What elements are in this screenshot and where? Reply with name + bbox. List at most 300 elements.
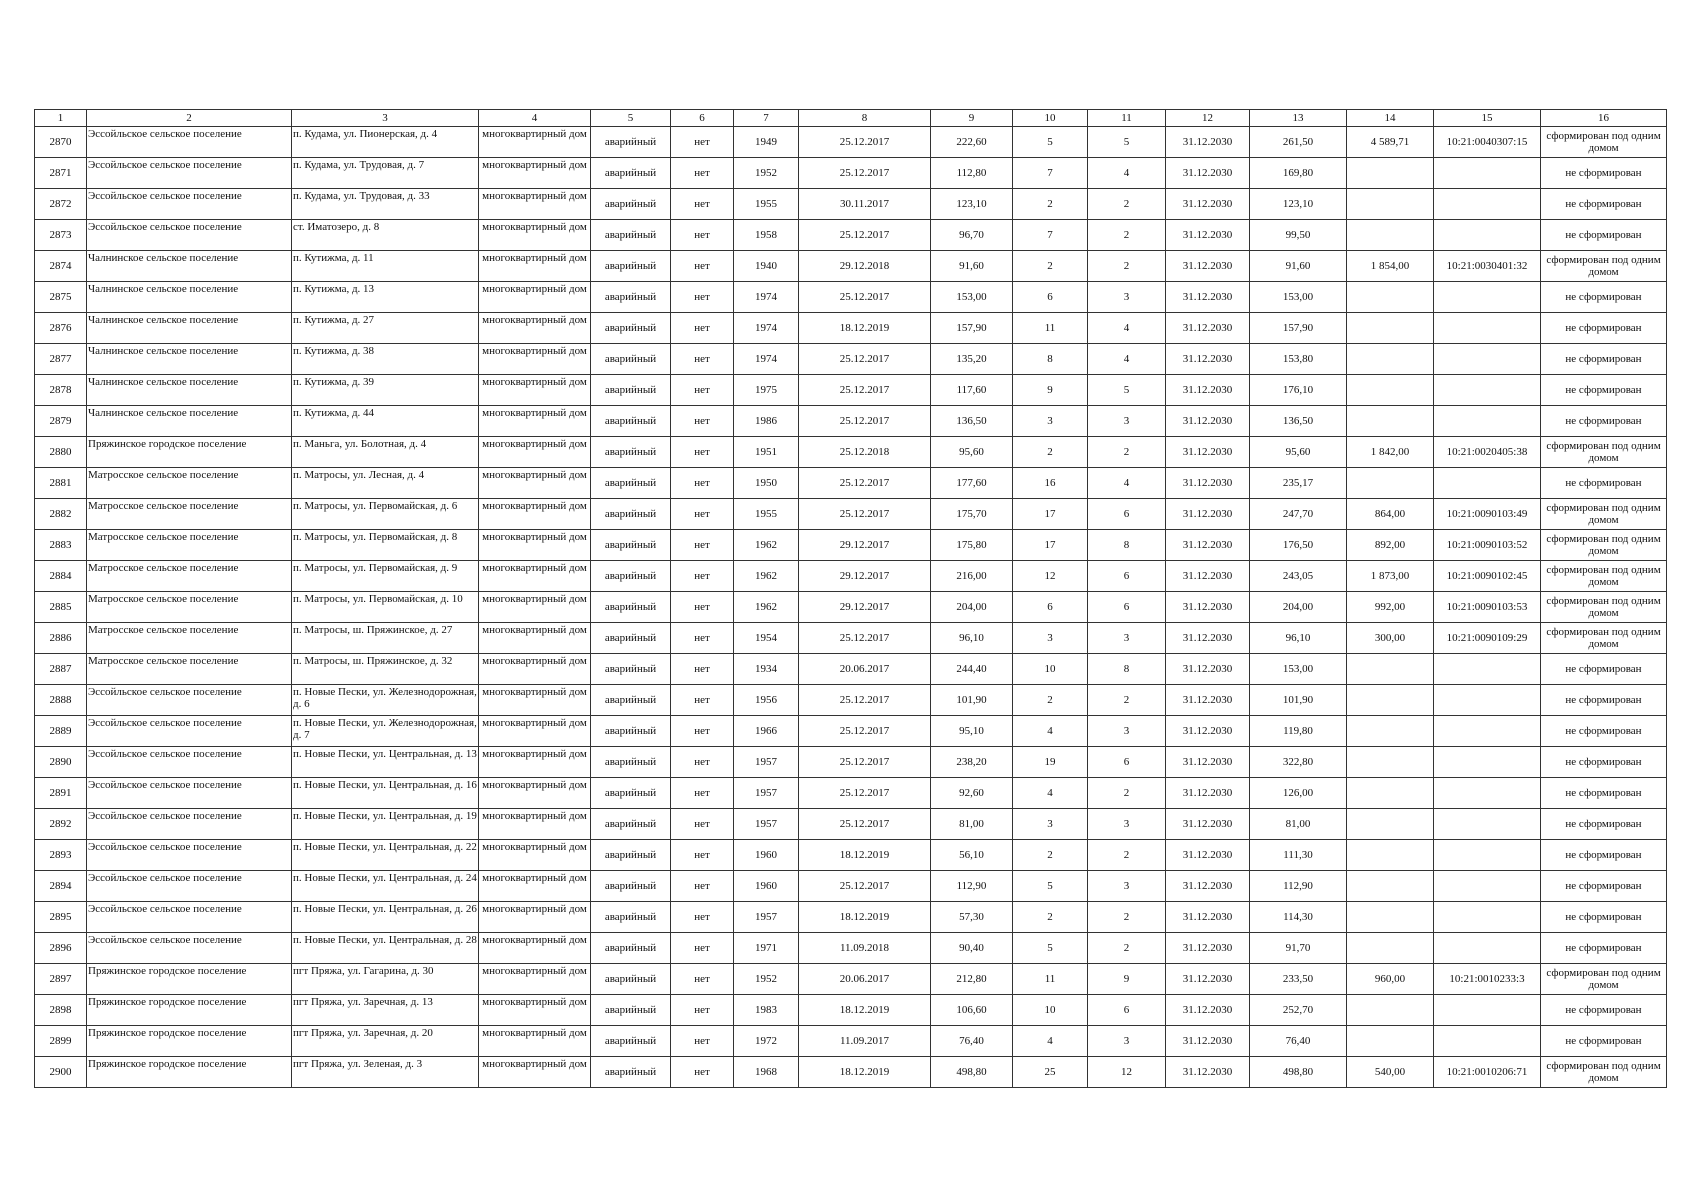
address-cell: п. Кутижма, д. 39 [292, 375, 479, 406]
settlement-cell: Эссойльское сельское поселение [87, 902, 292, 933]
land-status-cell: не сформирован [1541, 375, 1667, 406]
relocation-flag-cell: нет [671, 189, 734, 220]
total-area-cell: 176,50 [1250, 530, 1347, 561]
cadastral-number-cell: 10:21:0030401:32 [1434, 251, 1541, 282]
table-row [35, 840, 1667, 871]
condition-cell: аварийный [591, 623, 671, 654]
relocation-flag-cell: нет [671, 840, 734, 871]
row-number-cell: 2894 [35, 871, 87, 902]
total-area-cell: 99,50 [1250, 220, 1347, 251]
condition-cell: аварийный [591, 313, 671, 344]
recognition-date-cell: 25.12.2017 [799, 871, 931, 902]
recognition-date-cell: 25.12.2017 [799, 499, 931, 530]
housing-register-table [34, 109, 1667, 1088]
residents-cell: 3 [1013, 406, 1088, 437]
building-type-cell: многоквартирный дом [479, 1026, 591, 1057]
relocation-flag-cell: нет [671, 902, 734, 933]
settlement-cell: Эссойльское сельское поселение [87, 933, 292, 964]
row-number-cell: 2881 [35, 468, 87, 499]
table-row [35, 654, 1667, 685]
planned-date-cell: 31.12.2030 [1166, 220, 1250, 251]
cadastral-number-cell [1434, 344, 1541, 375]
land-status-cell: не сформирован [1541, 778, 1667, 809]
land-area-cell: 1 873,00 [1347, 561, 1434, 592]
settlement-cell: Матросское сельское поселение [87, 623, 292, 654]
year-built-cell: 1960 [734, 871, 799, 902]
recognition-date-cell: 25.12.2017 [799, 778, 931, 809]
building-type-cell: многоквартирный дом [479, 189, 591, 220]
land-area-cell [1347, 220, 1434, 251]
area-cell: 101,90 [931, 685, 1013, 716]
cadastral-number-cell: 10:21:0010233:3 [1434, 964, 1541, 995]
year-built-cell: 1972 [734, 1026, 799, 1057]
row-number-cell: 2900 [35, 1057, 87, 1088]
building-type-cell: многоквартирный дом [479, 530, 591, 561]
address-cell: п. Кутижма, д. 44 [292, 406, 479, 437]
land-status-cell: сформирован под одним домом [1541, 251, 1667, 282]
relocation-flag-cell: нет [671, 158, 734, 189]
total-area-cell: 153,00 [1250, 282, 1347, 313]
table-row [35, 716, 1667, 747]
cadastral-number-cell: 10:21:0090109:29 [1434, 623, 1541, 654]
relocation-flag-cell: нет [671, 716, 734, 747]
land-area-cell: 4 589,71 [1347, 127, 1434, 158]
cadastral-number-cell: 10:21:0010206:71 [1434, 1057, 1541, 1088]
year-built-cell: 1960 [734, 840, 799, 871]
relocation-flag-cell: нет [671, 1026, 734, 1057]
relocation-flag-cell: нет [671, 1057, 734, 1088]
land-status-cell: не сформирован [1541, 654, 1667, 685]
dwellings-cell: 4 [1088, 158, 1166, 189]
condition-cell: аварийный [591, 282, 671, 313]
residents-cell: 11 [1013, 313, 1088, 344]
building-type-cell: многоквартирный дом [479, 654, 591, 685]
area-cell: 57,30 [931, 902, 1013, 933]
address-cell: п. Матросы, ул. Первомайская, д. 8 [292, 530, 479, 561]
settlement-cell: Матросское сельское поселение [87, 468, 292, 499]
row-number-cell: 2879 [35, 406, 87, 437]
planned-date-cell: 31.12.2030 [1166, 995, 1250, 1026]
condition-cell: аварийный [591, 189, 671, 220]
table-row [35, 530, 1667, 561]
total-area-cell: 153,00 [1250, 654, 1347, 685]
settlement-cell: Эссойльское сельское поселение [87, 871, 292, 902]
condition-cell: аварийный [591, 933, 671, 964]
building-type-cell: многоквартирный дом [479, 747, 591, 778]
planned-date-cell: 31.12.2030 [1166, 468, 1250, 499]
land-status-cell: сформирован под одним домом [1541, 499, 1667, 530]
recognition-date-cell: 18.12.2019 [799, 995, 931, 1026]
area-cell: 92,60 [931, 778, 1013, 809]
row-number-cell: 2871 [35, 158, 87, 189]
land-status-cell: не сформирован [1541, 282, 1667, 313]
settlement-cell: Эссойльское сельское поселение [87, 158, 292, 189]
condition-cell: аварийный [591, 437, 671, 468]
building-type-cell: многоквартирный дом [479, 995, 591, 1026]
land-area-cell: 540,00 [1347, 1057, 1434, 1088]
address-cell: п. Маньга, ул. Болотная, д. 4 [292, 437, 479, 468]
row-number-cell: 2876 [35, 313, 87, 344]
total-area-cell: 126,00 [1250, 778, 1347, 809]
total-area-cell: 112,90 [1250, 871, 1347, 902]
area-cell: 175,80 [931, 530, 1013, 561]
year-built-cell: 1949 [734, 127, 799, 158]
relocation-flag-cell: нет [671, 499, 734, 530]
condition-cell: аварийный [591, 871, 671, 902]
address-cell: п. Матросы, ул. Лесная, д. 4 [292, 468, 479, 499]
relocation-flag-cell: нет [671, 375, 734, 406]
building-type-cell: многоквартирный дом [479, 220, 591, 251]
building-type-cell: многоквартирный дом [479, 499, 591, 530]
land-status-cell: не сформирован [1541, 747, 1667, 778]
column-header-7: 7 [734, 110, 799, 127]
condition-cell: аварийный [591, 654, 671, 685]
total-area-cell: 322,80 [1250, 747, 1347, 778]
address-cell: п. Новые Пески, ул. Центральная, д. 26 [292, 902, 479, 933]
table-row [35, 685, 1667, 716]
area-cell: 216,00 [931, 561, 1013, 592]
cadastral-number-cell [1434, 406, 1541, 437]
land-area-cell [1347, 933, 1434, 964]
table-row [35, 623, 1667, 654]
table-row [35, 313, 1667, 344]
row-number-cell: 2878 [35, 375, 87, 406]
building-type-cell: многоквартирный дом [479, 282, 591, 313]
address-cell: п. Новые Пески, ул. Центральная, д. 13 [292, 747, 479, 778]
row-number-cell: 2880 [35, 437, 87, 468]
residents-cell: 5 [1013, 127, 1088, 158]
residents-cell: 4 [1013, 716, 1088, 747]
settlement-cell: Пряжинское городское поселение [87, 995, 292, 1026]
address-cell: п. Матросы, ул. Первомайская, д. 10 [292, 592, 479, 623]
relocation-flag-cell: нет [671, 623, 734, 654]
total-area-cell: 235,17 [1250, 468, 1347, 499]
table-row [35, 499, 1667, 530]
relocation-flag-cell: нет [671, 995, 734, 1026]
row-number-cell: 2873 [35, 220, 87, 251]
cadastral-number-cell [1434, 716, 1541, 747]
address-cell: пгт Пряжа, ул. Зеленая, д. 3 [292, 1057, 479, 1088]
total-area-cell: 157,90 [1250, 313, 1347, 344]
condition-cell: аварийный [591, 251, 671, 282]
building-type-cell: многоквартирный дом [479, 592, 591, 623]
dwellings-cell: 4 [1088, 468, 1166, 499]
planned-date-cell: 31.12.2030 [1166, 716, 1250, 747]
land-status-cell: не сформирован [1541, 1026, 1667, 1057]
land-status-cell: не сформирован [1541, 468, 1667, 499]
year-built-cell: 1966 [734, 716, 799, 747]
address-cell: п. Кудама, ул. Трудовая, д. 7 [292, 158, 479, 189]
year-built-cell: 1957 [734, 778, 799, 809]
recognition-date-cell: 11.09.2018 [799, 933, 931, 964]
condition-cell: аварийный [591, 592, 671, 623]
condition-cell: аварийный [591, 220, 671, 251]
land-area-cell [1347, 995, 1434, 1026]
address-cell: п. Кутижма, д. 13 [292, 282, 479, 313]
cadastral-number-cell [1434, 809, 1541, 840]
land-area-cell [1347, 654, 1434, 685]
row-number-cell: 2897 [35, 964, 87, 995]
land-area-cell [1347, 468, 1434, 499]
address-cell: п. Новые Пески, ул. Железнодорожная, д. 7 [292, 716, 479, 747]
residents-cell: 7 [1013, 220, 1088, 251]
land-area-cell [1347, 344, 1434, 375]
dwellings-cell: 5 [1088, 127, 1166, 158]
dwellings-cell: 2 [1088, 685, 1166, 716]
cadastral-number-cell [1434, 313, 1541, 344]
residents-cell: 19 [1013, 747, 1088, 778]
land-area-cell: 1 854,00 [1347, 251, 1434, 282]
cadastral-number-cell: 10:21:0040307:15 [1434, 127, 1541, 158]
row-number-cell: 2885 [35, 592, 87, 623]
land-status-cell: не сформирован [1541, 313, 1667, 344]
building-type-cell: многоквартирный дом [479, 251, 591, 282]
land-status-cell: сформирован под одним домом [1541, 623, 1667, 654]
total-area-cell: 91,70 [1250, 933, 1347, 964]
total-area-cell: 136,50 [1250, 406, 1347, 437]
dwellings-cell: 6 [1088, 995, 1166, 1026]
year-built-cell: 1952 [734, 158, 799, 189]
land-status-cell: сформирован под одним домом [1541, 437, 1667, 468]
condition-cell: аварийный [591, 747, 671, 778]
recognition-date-cell: 29.12.2017 [799, 592, 931, 623]
dwellings-cell: 6 [1088, 592, 1166, 623]
land-area-cell [1347, 840, 1434, 871]
residents-cell: 4 [1013, 1026, 1088, 1057]
dwellings-cell: 2 [1088, 902, 1166, 933]
area-cell: 95,60 [931, 437, 1013, 468]
residents-cell: 2 [1013, 840, 1088, 871]
land-area-cell [1347, 871, 1434, 902]
area-cell: 136,50 [931, 406, 1013, 437]
column-header-8: 8 [799, 110, 931, 127]
row-number-cell: 2887 [35, 654, 87, 685]
condition-cell: аварийный [591, 1057, 671, 1088]
building-type-cell: многоквартирный дом [479, 158, 591, 189]
table-row [35, 592, 1667, 623]
residents-cell: 5 [1013, 933, 1088, 964]
address-cell: п. Матросы, ш. Пряжинское, д. 32 [292, 654, 479, 685]
table-row [35, 468, 1667, 499]
table-row [35, 220, 1667, 251]
dwellings-cell: 4 [1088, 344, 1166, 375]
building-type-cell: многоквартирный дом [479, 561, 591, 592]
row-number-cell: 2896 [35, 933, 87, 964]
residents-cell: 4 [1013, 778, 1088, 809]
recognition-date-cell: 25.12.2017 [799, 127, 931, 158]
building-type-cell: многоквартирный дом [479, 871, 591, 902]
row-number-cell: 2870 [35, 127, 87, 158]
residents-cell: 7 [1013, 158, 1088, 189]
area-cell: 81,00 [931, 809, 1013, 840]
land-area-cell [1347, 778, 1434, 809]
year-built-cell: 1974 [734, 313, 799, 344]
settlement-cell: Матросское сельское поселение [87, 499, 292, 530]
building-type-cell: многоквартирный дом [479, 809, 591, 840]
cadastral-number-cell [1434, 902, 1541, 933]
planned-date-cell: 31.12.2030 [1166, 437, 1250, 468]
building-type-cell: многоквартирный дом [479, 964, 591, 995]
year-built-cell: 1983 [734, 995, 799, 1026]
area-cell: 96,10 [931, 623, 1013, 654]
row-number-cell: 2872 [35, 189, 87, 220]
relocation-flag-cell: нет [671, 251, 734, 282]
row-number-cell: 2889 [35, 716, 87, 747]
settlement-cell: Матросское сельское поселение [87, 530, 292, 561]
relocation-flag-cell: нет [671, 592, 734, 623]
area-cell: 204,00 [931, 592, 1013, 623]
dwellings-cell: 2 [1088, 778, 1166, 809]
table-row [35, 995, 1667, 1026]
cadastral-number-cell [1434, 1026, 1541, 1057]
condition-cell: аварийный [591, 716, 671, 747]
column-header-14: 14 [1347, 110, 1434, 127]
land-status-cell: не сформирован [1541, 933, 1667, 964]
relocation-flag-cell: нет [671, 654, 734, 685]
column-number-header-row [35, 110, 1667, 127]
residents-cell: 16 [1013, 468, 1088, 499]
residents-cell: 2 [1013, 902, 1088, 933]
settlement-cell: Чалнинское сельское поселение [87, 406, 292, 437]
row-number-cell: 2882 [35, 499, 87, 530]
total-area-cell: 114,30 [1250, 902, 1347, 933]
land-area-cell [1347, 313, 1434, 344]
total-area-cell: 101,90 [1250, 685, 1347, 716]
recognition-date-cell: 18.12.2019 [799, 840, 931, 871]
residents-cell: 2 [1013, 251, 1088, 282]
column-header-2: 2 [87, 110, 292, 127]
address-cell: п. Новые Пески, ул. Центральная, д. 19 [292, 809, 479, 840]
table-row [35, 747, 1667, 778]
dwellings-cell: 2 [1088, 220, 1166, 251]
area-cell: 112,80 [931, 158, 1013, 189]
area-cell: 222,60 [931, 127, 1013, 158]
address-cell: п. Матросы, ул. Первомайская, д. 6 [292, 499, 479, 530]
column-header-12: 12 [1166, 110, 1250, 127]
building-type-cell: многоквартирный дом [479, 375, 591, 406]
residents-cell: 8 [1013, 344, 1088, 375]
address-cell: п. Матросы, ул. Первомайская, д. 9 [292, 561, 479, 592]
year-built-cell: 1957 [734, 809, 799, 840]
table-row [35, 902, 1667, 933]
row-number-cell: 2899 [35, 1026, 87, 1057]
relocation-flag-cell: нет [671, 468, 734, 499]
year-built-cell: 1940 [734, 251, 799, 282]
table-row [35, 344, 1667, 375]
cadastral-number-cell: 10:21:0020405:38 [1434, 437, 1541, 468]
condition-cell: аварийный [591, 809, 671, 840]
recognition-date-cell: 25.12.2017 [799, 747, 931, 778]
land-status-cell: сформирован под одним домом [1541, 561, 1667, 592]
year-built-cell: 1962 [734, 530, 799, 561]
land-status-cell: не сформирован [1541, 406, 1667, 437]
column-header-3: 3 [292, 110, 479, 127]
land-area-cell: 960,00 [1347, 964, 1434, 995]
area-cell: 175,70 [931, 499, 1013, 530]
residents-cell: 3 [1013, 809, 1088, 840]
recognition-date-cell: 29.12.2017 [799, 530, 931, 561]
dwellings-cell: 3 [1088, 406, 1166, 437]
settlement-cell: Эссойльское сельское поселение [87, 127, 292, 158]
building-type-cell: многоквартирный дом [479, 623, 591, 654]
recognition-date-cell: 25.12.2017 [799, 220, 931, 251]
total-area-cell: 243,05 [1250, 561, 1347, 592]
planned-date-cell: 31.12.2030 [1166, 1057, 1250, 1088]
address-cell: п. Кутижма, д. 38 [292, 344, 479, 375]
recognition-date-cell: 25.12.2017 [799, 809, 931, 840]
building-type-cell: многоквартирный дом [479, 840, 591, 871]
row-number-cell: 2874 [35, 251, 87, 282]
recognition-date-cell: 25.12.2017 [799, 406, 931, 437]
cadastral-number-cell [1434, 840, 1541, 871]
settlement-cell: Пряжинское городское поселение [87, 437, 292, 468]
recognition-date-cell: 25.12.2017 [799, 282, 931, 313]
area-cell: 112,90 [931, 871, 1013, 902]
land-area-cell [1347, 902, 1434, 933]
land-status-cell: не сформирован [1541, 840, 1667, 871]
relocation-flag-cell: нет [671, 282, 734, 313]
row-number-cell: 2875 [35, 282, 87, 313]
column-header-1: 1 [35, 110, 87, 127]
area-cell: 90,40 [931, 933, 1013, 964]
total-area-cell: 233,50 [1250, 964, 1347, 995]
settlement-cell: Эссойльское сельское поселение [87, 716, 292, 747]
relocation-flag-cell: нет [671, 561, 734, 592]
residents-cell: 2 [1013, 189, 1088, 220]
building-type-cell: многоквартирный дом [479, 344, 591, 375]
land-status-cell: не сформирован [1541, 716, 1667, 747]
land-status-cell: не сформирован [1541, 685, 1667, 716]
row-number-cell: 2898 [35, 995, 87, 1026]
settlement-cell: Эссойльское сельское поселение [87, 747, 292, 778]
recognition-date-cell: 25.12.2017 [799, 468, 931, 499]
residents-cell: 6 [1013, 592, 1088, 623]
total-area-cell: 76,40 [1250, 1026, 1347, 1057]
land-area-cell [1347, 685, 1434, 716]
land-status-cell: не сформирован [1541, 902, 1667, 933]
condition-cell: аварийный [591, 964, 671, 995]
land-area-cell [1347, 1026, 1434, 1057]
building-type-cell: многоквартирный дом [479, 406, 591, 437]
year-built-cell: 1986 [734, 406, 799, 437]
planned-date-cell: 31.12.2030 [1166, 964, 1250, 995]
land-area-cell: 300,00 [1347, 623, 1434, 654]
row-number-cell: 2888 [35, 685, 87, 716]
settlement-cell: Матросское сельское поселение [87, 561, 292, 592]
area-cell: 123,10 [931, 189, 1013, 220]
condition-cell: аварийный [591, 406, 671, 437]
year-built-cell: 1955 [734, 499, 799, 530]
recognition-date-cell: 18.12.2019 [799, 902, 931, 933]
building-type-cell: многоквартирный дом [479, 778, 591, 809]
year-built-cell: 1934 [734, 654, 799, 685]
table-row [35, 189, 1667, 220]
dwellings-cell: 4 [1088, 313, 1166, 344]
residents-cell: 17 [1013, 530, 1088, 561]
settlement-cell: Пряжинское городское поселение [87, 1057, 292, 1088]
year-built-cell: 1956 [734, 685, 799, 716]
total-area-cell: 96,10 [1250, 623, 1347, 654]
relocation-flag-cell: нет [671, 685, 734, 716]
dwellings-cell: 6 [1088, 499, 1166, 530]
recognition-date-cell: 29.12.2018 [799, 251, 931, 282]
year-built-cell: 1971 [734, 933, 799, 964]
column-header-13: 13 [1250, 110, 1347, 127]
table-row [35, 809, 1667, 840]
cadastral-number-cell [1434, 189, 1541, 220]
land-area-cell: 864,00 [1347, 499, 1434, 530]
cadastral-number-cell: 10:21:0090103:49 [1434, 499, 1541, 530]
